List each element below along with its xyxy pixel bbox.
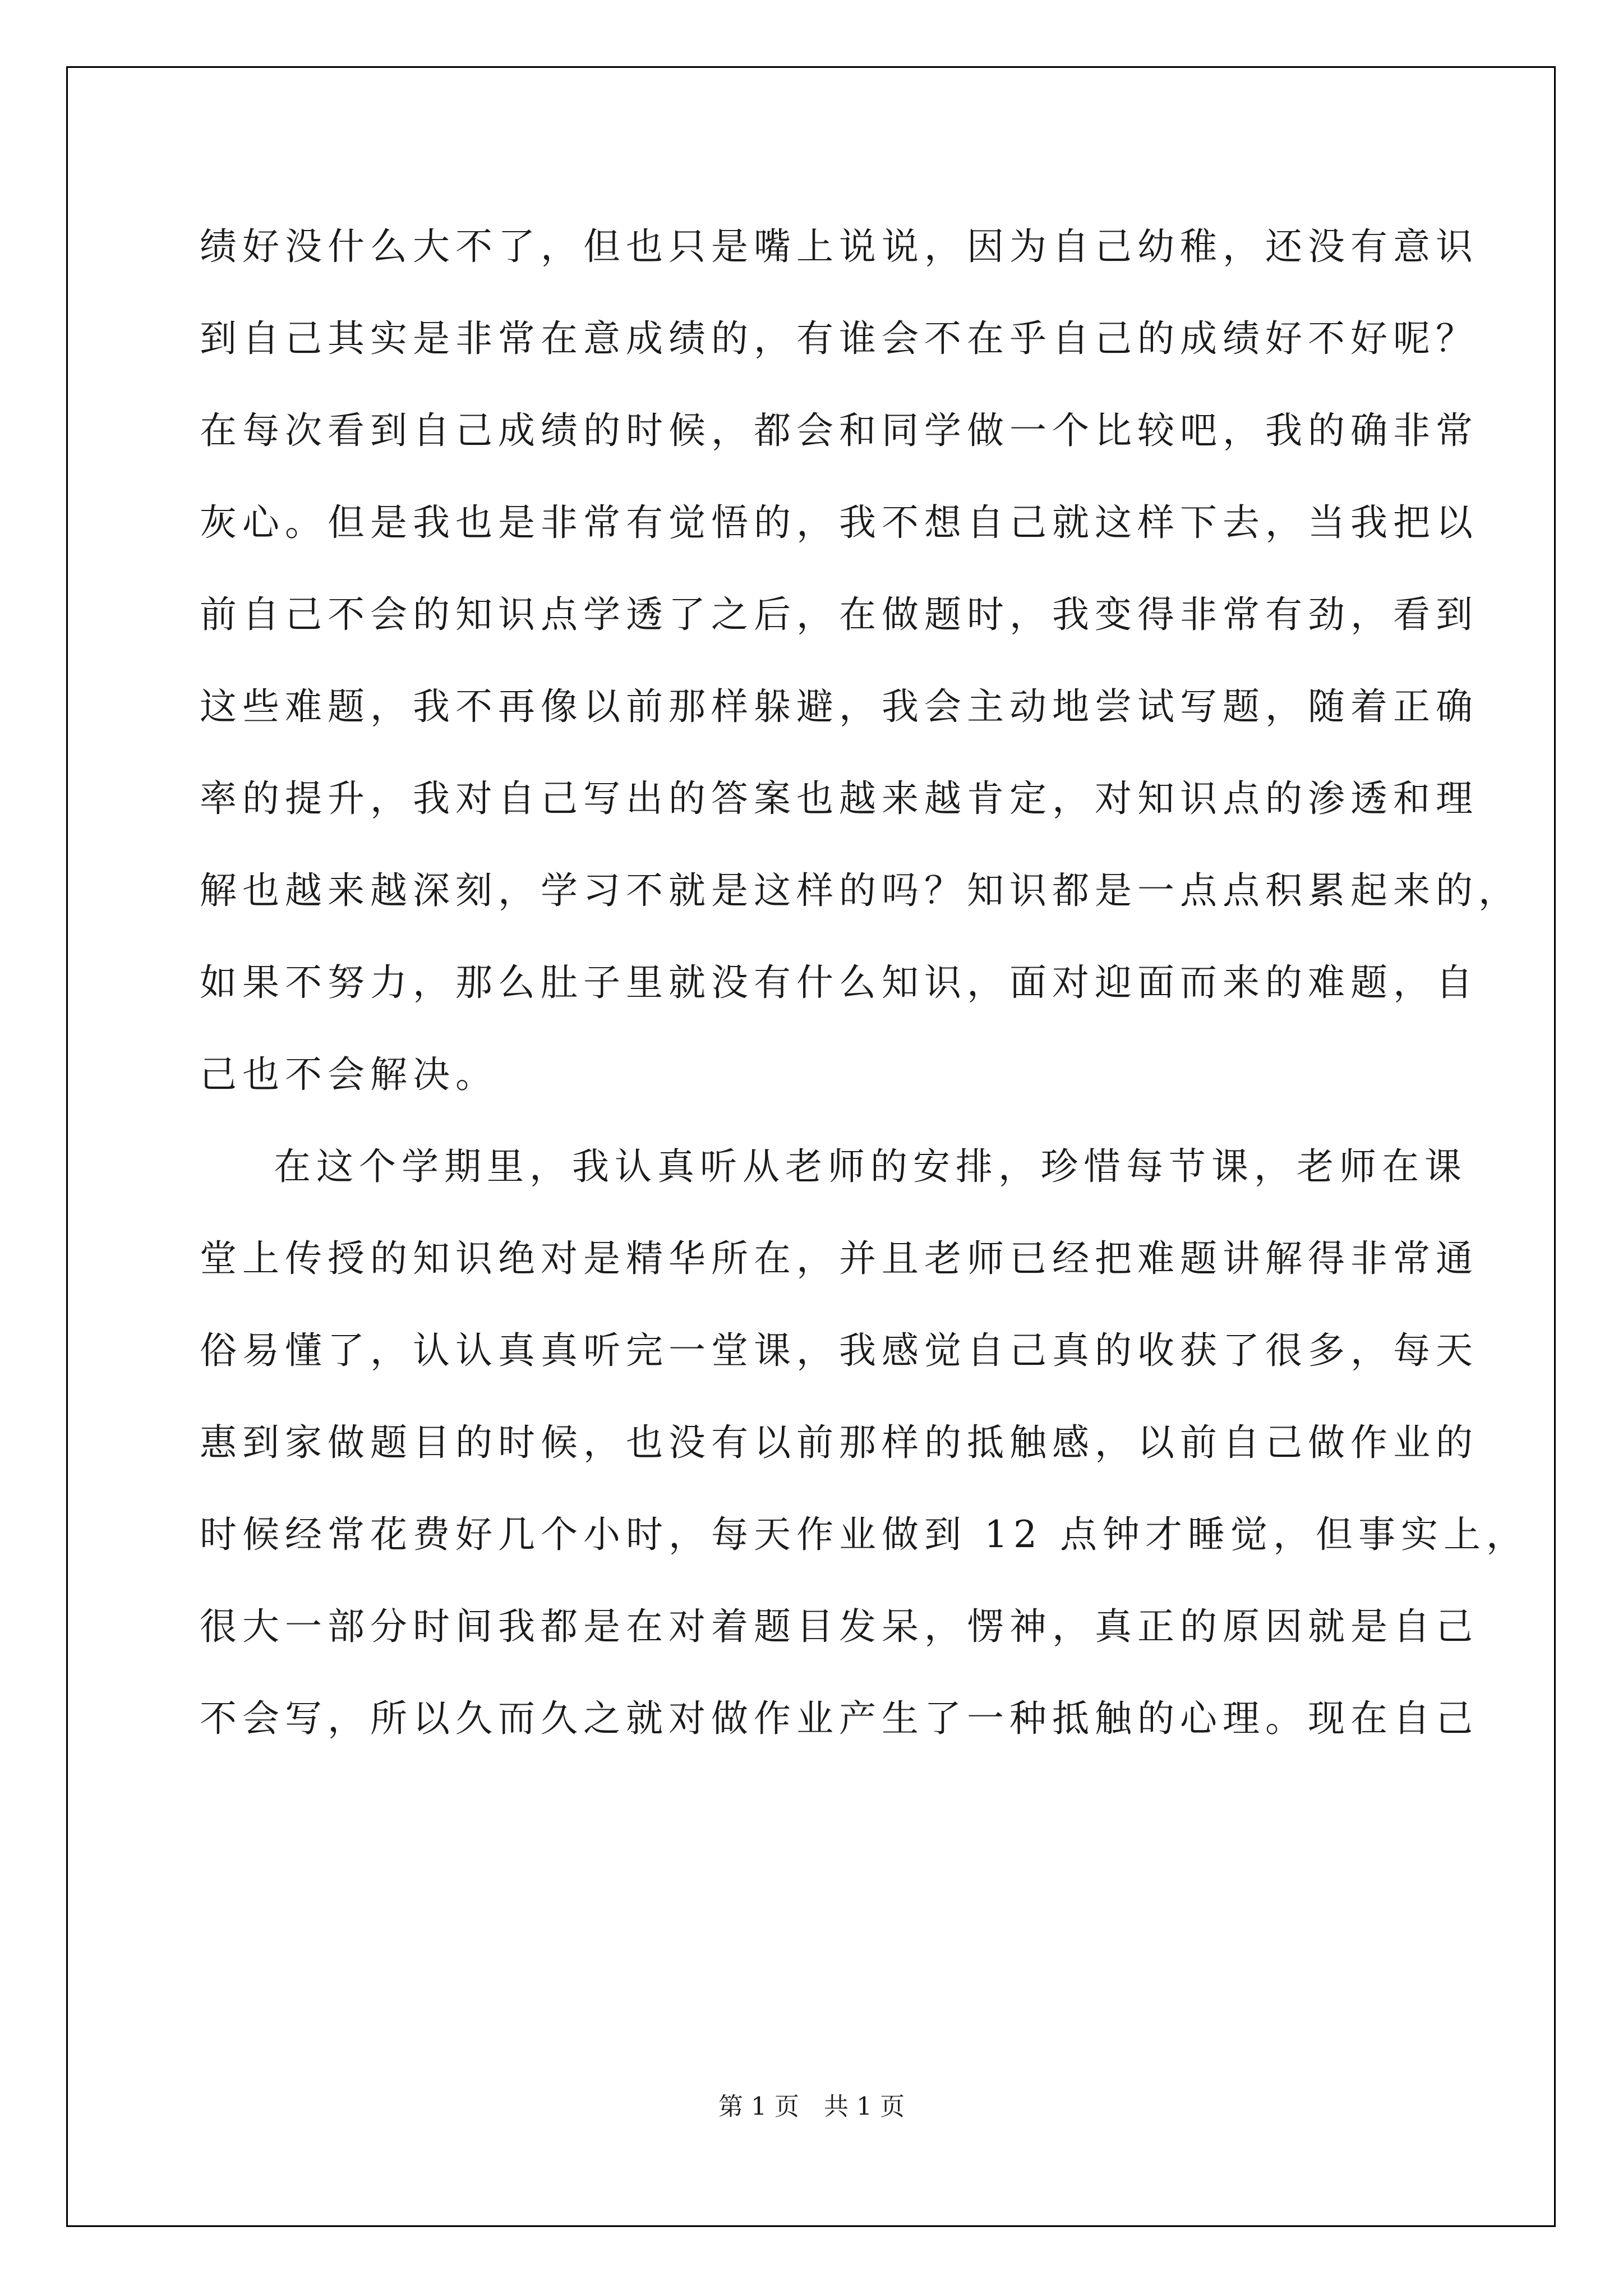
text-line: 绩好没什么大不了，但也只是嘴上说说，因为自己幼稚，还没有意识 (200, 225, 1478, 268)
text-line: 不会写，所以久而久之就对做作业产生了一种抵触的心理。现在自己 (200, 1697, 1478, 1740)
text-line: 这些难题，我不再像以前那样躲避，我会主动地尝试写题，随着正确 (200, 685, 1478, 728)
text-line: 俗易懂了，认认真真听完一堂课，我感觉自己真的收获了很多，每天 (200, 1329, 1478, 1372)
text-line: 惠到家做题目的时候，也没有以前那样的抵触感，以前自己做作业的 (200, 1421, 1478, 1464)
text-line: 在每次看到自己成绩的时候，都会和同学做一个比较吧，我的确非常 (200, 409, 1478, 452)
text-line: 如果不努力，那么肚子里就没有什么知识，面对迎面而来的难题，自 (200, 961, 1478, 1004)
page-number-footer: 第 1 页 共 1 页 (718, 2092, 905, 2121)
text-line: 时候经常花费好几个小时，每天作业做到 12 点钟才睡觉，但事实上， (200, 1513, 1529, 1556)
text-line: 灰心。但是我也是非常有觉悟的，我不想自己就这样下去，当我把以 (200, 501, 1478, 544)
text-line: 己也不会解决。 (200, 1053, 498, 1096)
text-line: 解也越来越深刻，学习不就是这样的吗？知识都是一点点积累起来的， (200, 869, 1521, 912)
text-line: 前自己不会的知识点学透了之后，在做题时，我变得非常有劲，看到 (200, 593, 1478, 636)
text-line: 到自己其实是非常在意成绩的，有谁会不在乎自己的成绩好不好呢？ (200, 317, 1478, 360)
text-line: 率的提升，我对自己写出的答案也越来越肯定，对知识点的渗透和理 (200, 777, 1478, 820)
text-line: 堂上传授的知识绝对是精华所在，并且老师已经把难题讲解得非常通 (200, 1237, 1478, 1280)
text-line: 很大一部分时间我都是在对着题目发呆，愣神，真正的原因就是自己 (200, 1605, 1478, 1648)
text-line-paragraph-start: 在这个学期里，我认真听从老师的安排，珍惜每节课，老师在课 (274, 1145, 1467, 1188)
